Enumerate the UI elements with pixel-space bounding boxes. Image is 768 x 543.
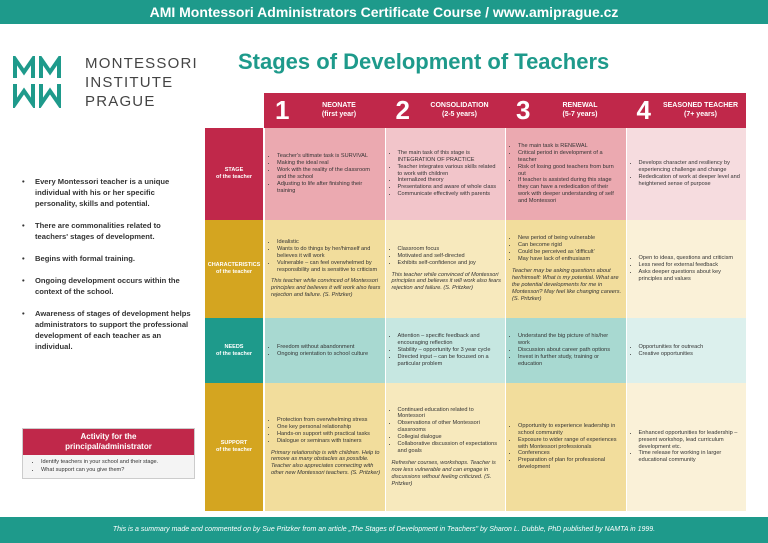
row-label-text	[216, 167, 252, 181]
column-number: 4	[636, 95, 651, 125]
cell-item: • Hands-on support with practical tasks	[277, 431, 381, 438]
table-cell	[385, 220, 506, 318]
cell-item: • Risk of losing good teachers from burn out	[518, 164, 622, 178]
cell-item: • Continued education related to Montessori	[398, 407, 502, 421]
cell-list	[271, 417, 381, 445]
table-cell	[505, 128, 626, 220]
column-header	[264, 93, 384, 128]
cell-item: • One key personal relationship	[277, 424, 381, 431]
cell-list	[392, 150, 502, 198]
cell-item: • Opportunities for outreach	[639, 344, 743, 351]
cell-item: • Communicate effectively with parents	[398, 191, 502, 198]
bullet-item: • Ongoing development occurs within the context of the school.	[22, 275, 194, 297]
row-label	[205, 128, 263, 220]
cell-list	[392, 246, 502, 267]
cell-item: • Collegial dialogue	[398, 434, 502, 441]
row-label	[205, 383, 263, 511]
activity-box	[22, 428, 195, 479]
row-label-text	[208, 262, 261, 276]
footer-credit: This is a summary made and commented on by Sue Pritzker from an article „The Stages of Development in Teachers" by Sharon L. Dubble, PhD published by NAMTA in 1999.	[0, 517, 768, 543]
cell-list	[392, 407, 502, 455]
table-cell	[264, 220, 385, 318]
cell-list	[512, 143, 622, 205]
column-number: 2	[395, 95, 410, 125]
cell-item: • Attention – specific feedback and encouraging reflection	[398, 333, 502, 347]
column-name: SEASONED TEACHER	[662, 102, 739, 109]
column-name: NEONATE	[322, 102, 356, 109]
row-label-text	[216, 440, 252, 454]
cell-item: • Exposure to wider range of experiences with Montessori professionals	[518, 437, 622, 451]
cell-item: • The main task is RENEWAL	[518, 143, 622, 150]
logo	[13, 54, 198, 114]
column-years: (2-5 years)	[441, 111, 478, 118]
table-cell	[385, 128, 506, 220]
cell-item: • Develops character and resiliency by experiencing challenge and change	[639, 160, 743, 174]
cell-note: This teacher while convinced of Montessori principles and believes it will work also fears rejection and failure. (S. Pritzker)	[391, 271, 501, 292]
cell-item: • Preparation of plan for professional development	[518, 457, 622, 471]
cell-item: • Motivated and self-directed	[398, 253, 502, 260]
bullet-item: • There are commonalities related to teachers' stages of development.	[22, 220, 194, 242]
bullet-item: • Every Montessori teacher is a unique individual with his or her specific personality, skills and potential.	[22, 176, 194, 209]
cell-item: • Dialogue or seminars with trainers	[277, 438, 381, 445]
cell-item: • Invest in further study, training or education	[518, 354, 622, 368]
row-label-text	[216, 344, 252, 358]
cell-list	[633, 430, 743, 465]
table-cell	[505, 318, 626, 383]
logo-line: PRAGUE	[85, 93, 156, 110]
cell-item: • Presentations and aware of whole class	[398, 184, 502, 191]
row-label-title: STAGE	[224, 167, 244, 173]
cell-item: • Freedom without abandonment	[277, 344, 381, 351]
cell-item: • Adjusting to life after finishing their training	[277, 181, 381, 195]
column-title	[658, 101, 744, 119]
page-title: Stages of Development of Teachers	[238, 49, 610, 74]
activity-list	[23, 459, 194, 474]
cell-item: • Conferences	[518, 450, 622, 457]
column-years: (first year)	[321, 111, 357, 118]
column-years: (5-7 years)	[562, 111, 598, 118]
cell-note: Refresher courses, workshops. Teacher is now less vulnerable and can engage in discussions without feeling criticized. (S. Pritzker)	[391, 459, 496, 487]
logo-line: MONTESSORI	[85, 55, 198, 72]
cell-item: • Directed input – can be focused on a particular problem	[398, 354, 502, 368]
cell-item: • Teacher integrates various skills related to work with children	[398, 164, 502, 178]
cell-item: • Could be perceived as 'difficult'	[518, 249, 622, 256]
cell-item: • Vulnerable – can feel overwhelmed by responsibility and is sensitive to criticism	[277, 260, 381, 274]
table-cell	[385, 383, 506, 511]
cell-item: • Discussion about career path options	[518, 347, 622, 354]
bullet-item: • Awareness of stages of development helps administrators to support the professional development of each teacher as an individual.	[22, 308, 194, 352]
cell-item: • Making the ideal real	[277, 160, 381, 167]
bullet-list	[22, 176, 194, 363]
cell-list	[271, 344, 381, 358]
row-label-subtitle: of the teacher	[215, 269, 253, 275]
column-years: (7+ years)	[684, 111, 717, 118]
row-label-title: CHARACTERISTICS	[207, 262, 261, 268]
cell-item: • Exhibits self-confidence and joy	[398, 260, 502, 267]
cell-list	[512, 423, 622, 471]
cell-item: • New period of being vulnerable	[518, 235, 622, 242]
column-header	[626, 93, 746, 128]
table-cell	[264, 318, 385, 383]
row-label-title: SUPPORT	[220, 440, 248, 446]
table-cell	[505, 220, 626, 318]
cell-item: • Opportunity to experience leadership in school community	[518, 423, 622, 437]
cell-item: • Ongoing orientation to school culture	[277, 351, 381, 358]
cell-item: • If teacher is assisted during this stage they can have a rededication of their work with deeper understanding of self and Montessori	[518, 177, 622, 205]
cell-item: • Observations of other Montessori classrooms	[398, 420, 502, 434]
table-cell	[626, 220, 747, 318]
row-label	[205, 220, 263, 318]
cell-list	[633, 344, 743, 358]
table-cell	[264, 128, 385, 220]
cell-list	[512, 333, 622, 368]
activity-title-line: principal/administrator	[65, 442, 152, 451]
top-banner: AMI Montessori Administrators Certificate Course / www.amiprague.cz	[0, 0, 768, 24]
row-label-subtitle: of the teacher	[215, 447, 253, 453]
cell-note: Teacher may be asking questions about her/himself: What is my potential. What are the potential developments for me in Montessori? May feel like changing careers. (S. Pritzker)	[512, 268, 622, 302]
row-label-subtitle: of the teacher	[215, 174, 253, 180]
row-label-title: NEEDS	[224, 343, 244, 350]
cell-list	[392, 333, 502, 368]
table-cell	[626, 128, 747, 220]
table-cell	[505, 383, 626, 511]
cell-item: • Wants to do things by her/himself and believes it will work	[277, 246, 381, 260]
cell-item: • Idealistic	[277, 239, 381, 246]
montessori-logo-icon	[13, 56, 77, 108]
row-label-subtitle: of the teacher	[215, 350, 253, 357]
cell-item: • Understand the big picture of his/her work	[518, 333, 622, 347]
cell-item: • Open to ideas, questions and criticism	[639, 255, 743, 262]
column-title	[417, 101, 503, 119]
activity-title	[23, 429, 194, 455]
cell-item: • Teacher's ultimate task is SURVIVAL	[277, 153, 381, 160]
column-number: 3	[516, 95, 531, 125]
cell-item: • Internalized theory	[398, 177, 502, 184]
cell-item: • Less need for external feedback	[639, 262, 743, 269]
cell-item: • Classroom focus	[398, 246, 502, 253]
cell-item: • Work with the reality of the classroom and the school	[277, 167, 381, 181]
column-name: CONSOLIDATION	[430, 102, 489, 109]
column-title	[296, 101, 382, 119]
table-cell	[385, 318, 506, 383]
row-label	[205, 318, 263, 383]
cell-list	[271, 239, 381, 274]
column-name: RENEWAL	[562, 102, 598, 109]
cell-note: Primary relationship is with children. Help to remove as many obstacles as possible. Teacher also appreciates connecting with other new Montessori teachers. (S. Pritzker)	[271, 449, 381, 477]
cell-item: • Protection from overwhelming stress	[277, 417, 381, 424]
cell-list	[271, 153, 381, 194]
cell-list	[512, 235, 622, 263]
activity-item: • Identify teachers in your school and their stage.	[41, 459, 188, 467]
logo-line: INSTITUTE	[85, 74, 174, 91]
cell-item: • Stability – opportunity for 3 year cycle	[398, 347, 502, 354]
column-header	[385, 93, 505, 128]
cell-item: • Enhanced opportunities for leadership – present workshop, lead curriculum development etc.	[639, 430, 743, 451]
logo-text	[85, 54, 198, 111]
cell-item: • The main task of this stage is INTEGRATION OF PRACTICE	[398, 150, 502, 164]
cell-item: • Critical period in development of a teacher	[518, 150, 622, 164]
table-cell	[626, 318, 747, 383]
cell-note: This teacher while convinced of Montessori principles and believes it will work also fears rejection and failure. (S. Pritzker)	[271, 278, 381, 299]
column-header	[505, 93, 625, 128]
cell-list	[633, 160, 743, 188]
activity-item: • What support can you give them?	[41, 467, 188, 475]
cell-item: • Time release for working in larger educational community	[639, 450, 743, 464]
cell-list	[633, 255, 743, 283]
cell-item: • Collaborative discussion of expectations and goals	[398, 441, 502, 455]
stages-table	[205, 93, 746, 511]
cell-item: • Rededication of work at deeper level and heightened sense of purpose	[639, 174, 743, 188]
cell-item: • May have lack of enthusiasm	[518, 256, 622, 263]
table-cell	[264, 383, 385, 511]
bullet-item: • Begins with formal training.	[22, 253, 194, 264]
column-number: 1	[275, 95, 290, 125]
table-header-row	[264, 93, 746, 128]
cell-item: • Can become rigid	[518, 242, 622, 249]
activity-title-line: Activity for the	[80, 432, 137, 441]
table-cell	[626, 383, 747, 511]
column-title	[537, 101, 623, 119]
cell-item: • Asks deeper questions about key principles and values	[639, 269, 743, 283]
cell-item: • Creative opportunities	[639, 351, 743, 358]
